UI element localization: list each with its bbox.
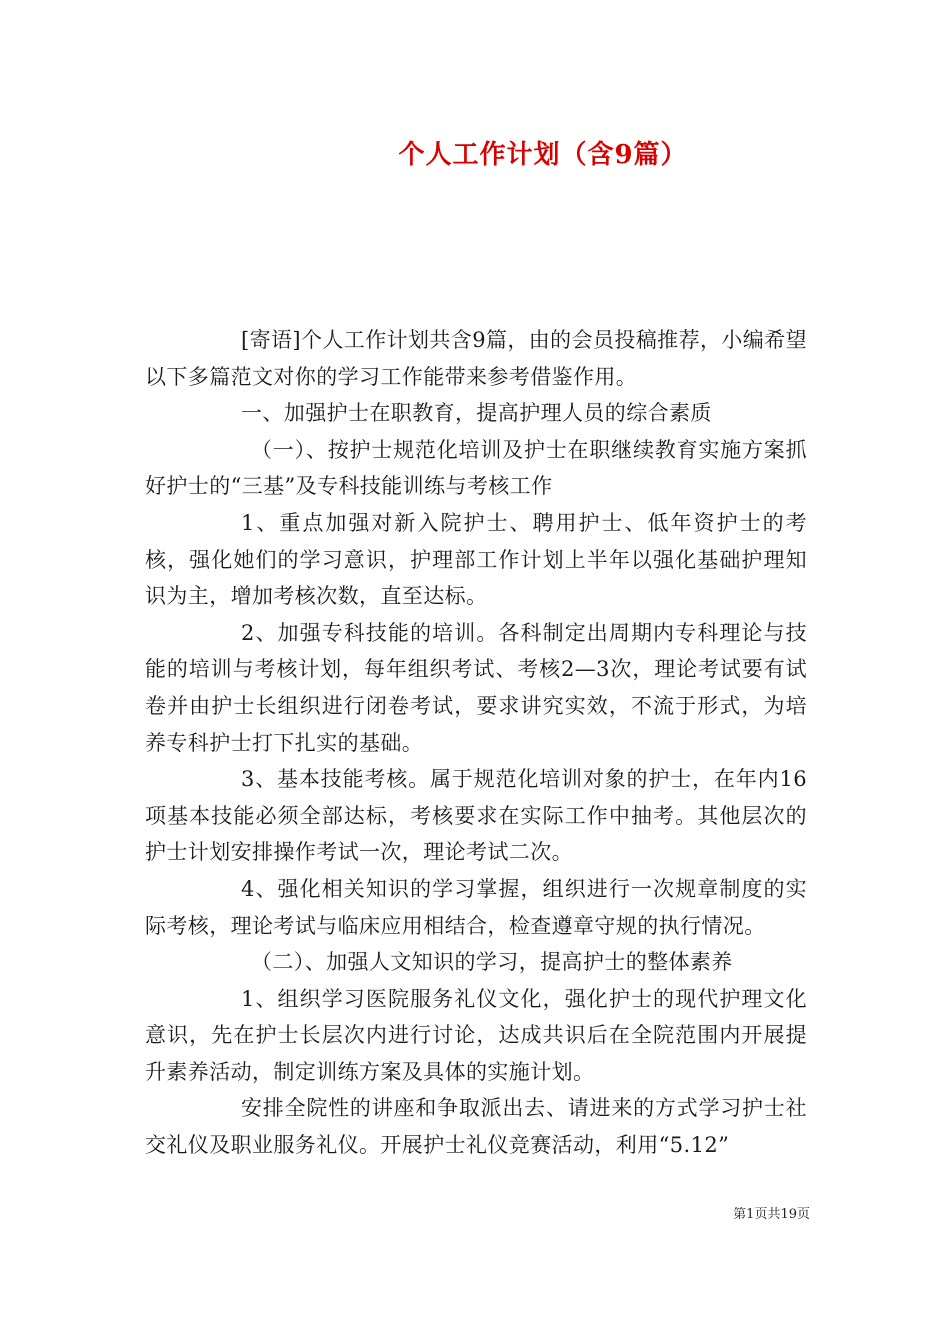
paragraph-item-4: 4、强化相关知识的学习掌握，组织进行一次规章制度的实际考核，理论考试与临床应用相结合，检查遵章守规的执行情况。 bbox=[145, 876, 807, 938]
paragraph-foreword: [寄语]个人工作计划共含9篇，由的会员投稿推荐，小编希望以下多篇范文对你的学习工作能带来参考借鉴作用。 bbox=[145, 328, 807, 389]
heading-subsection-1: （一）、按护士规范化培训及护士在职继续教育实施方案抓好护士的“三基”及专科技能训练与考核工作 bbox=[145, 437, 807, 499]
heading-section-1: 一、加强护士在职教育，提高护理人员的综合素质 bbox=[241, 401, 712, 426]
paragraph-item-5: 1、组织学习医院服务礼仪文化，强化护士的现代护理文化意识，先在护士长层次内进行讨论，达成共识后在全院范围内开展提升素养活动，制定训练方案及具体的实施计划。 bbox=[145, 986, 807, 1084]
paragraph-item-2: 2、加强专科技能的培训。各科制定出周期内专科理论与技能的培训与考核计划，每年组织考试、考核2—3次，理论考试要有试卷并由护士长组织进行闭卷考试，要求讲究实效，不流于形式，为培养专科护士打下扎实的基础。 bbox=[145, 620, 807, 755]
paragraph-item-6: 安排全院性的讲座和争取派出去、请进来的方式学习护士社交礼仪及职业服务礼仪。开展护士礼仪竞赛活动，利用“5.12” bbox=[145, 1096, 807, 1158]
heading-subsection-2: （二）、加强人文知识的学习，提高护士的整体素养 bbox=[251, 950, 733, 975]
paragraph-item-1: 1、重点加强对新入院护士、聘用护士、低年资护士的考核，强化她们的学习意识，护理部工作计划上半年以强化基础护理知识为主，增加考核次数，直至达标。 bbox=[145, 510, 807, 609]
document-title: 个人工作计划（含9篇） bbox=[398, 140, 688, 170]
paragraph-item-3: 3、基本技能考核。属于规范化培训对象的护士，在年内16项基本技能必须全部达标，考核要求在实际工作中抽考。其他层次的护士计划安排操作考试一次，理论考试二次。 bbox=[145, 767, 807, 865]
page-number: 第1页共19页 bbox=[733, 1207, 810, 1222]
document-body bbox=[145, 322, 807, 1164]
